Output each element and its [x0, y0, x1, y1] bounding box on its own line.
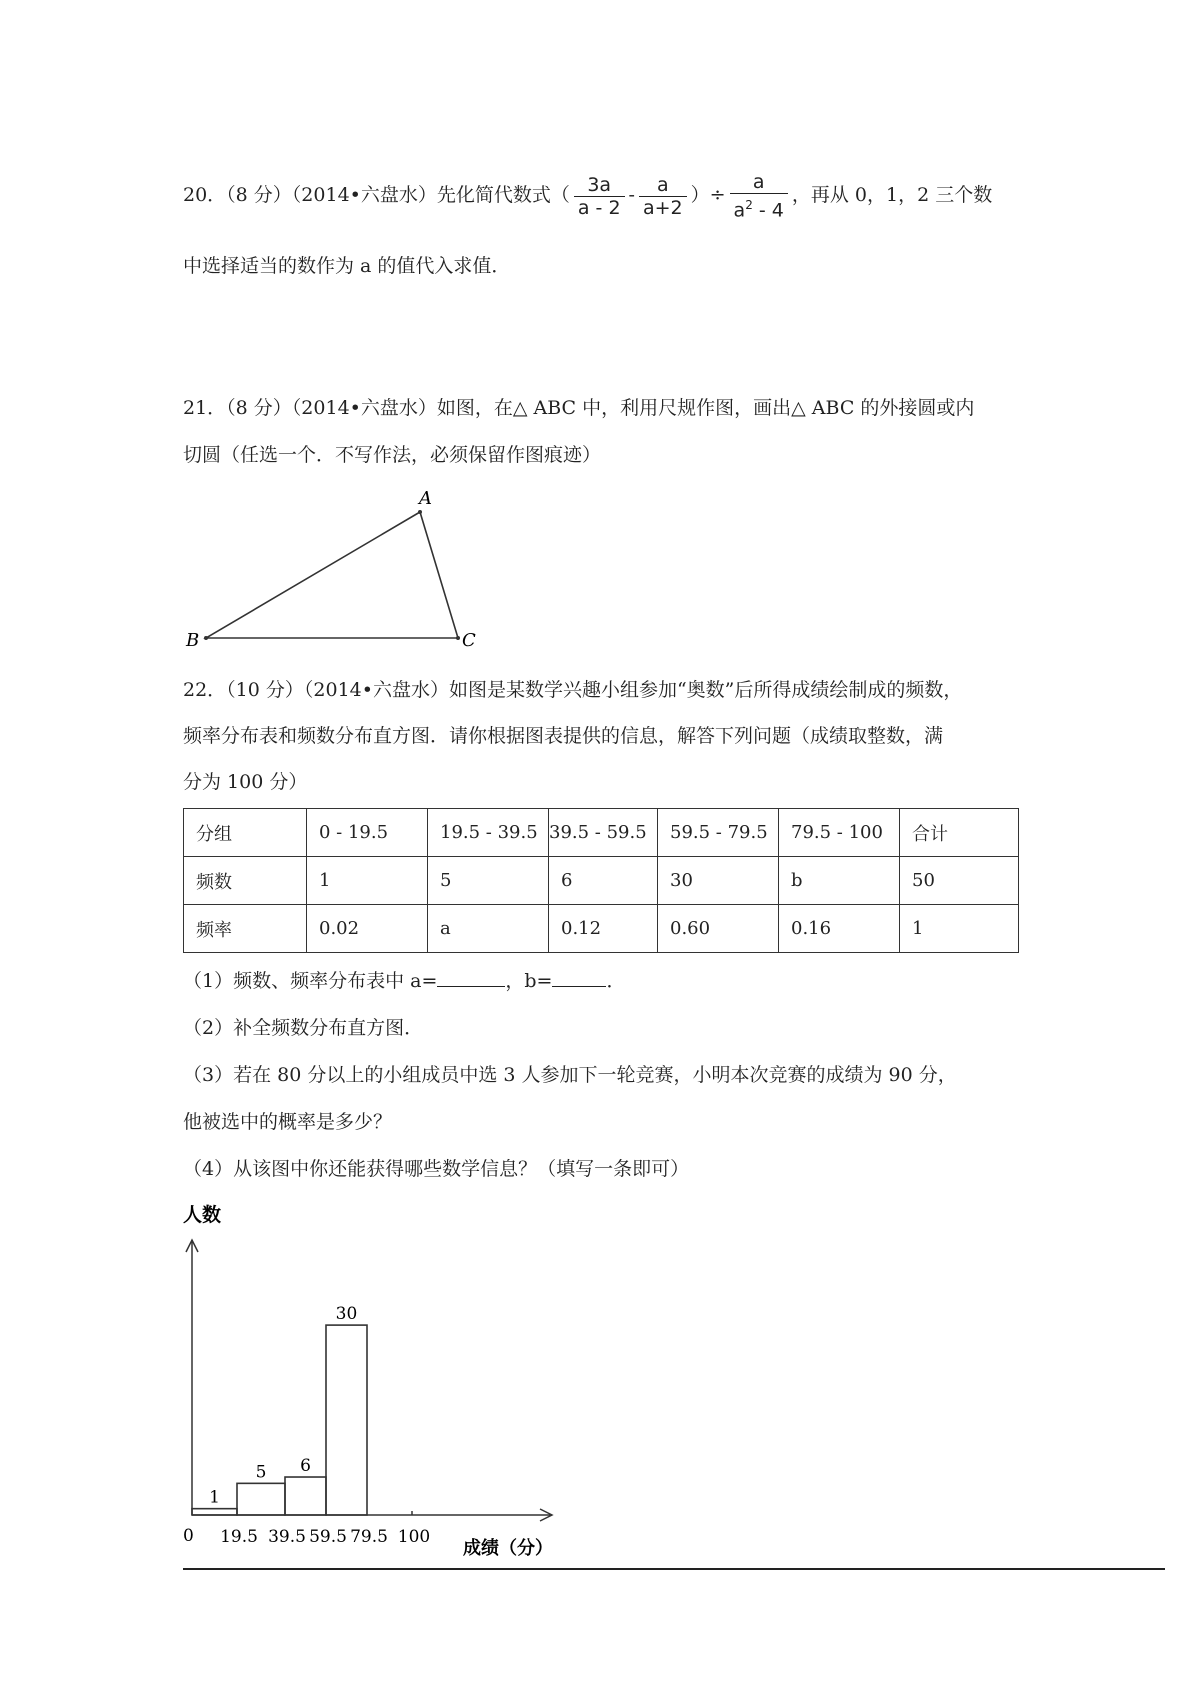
table-row-frequency — [184, 857, 1019, 905]
fraction-3a-over-a-minus-2: $\frac{3a}{a - 2}$ — [574, 174, 625, 219]
q20-suffix: ，再从 0，1，2 三个数 — [791, 184, 993, 206]
bar-value-label: 5 — [255, 1462, 267, 1483]
table-cell: 0.16 — [779, 905, 900, 953]
table-cell: a — [428, 905, 549, 953]
table-cell: 0.60 — [658, 905, 779, 953]
frequency-histogram — [175, 1195, 595, 1565]
footer-divider — [183, 1568, 1165, 1570]
divide-sign: ）÷ — [690, 184, 726, 206]
x-tick-label: 79.5 — [350, 1527, 388, 1547]
bar-value-label: 30 — [335, 1304, 358, 1325]
vertex-a — [418, 510, 422, 514]
fraction-a-over-a-plus-2: $\frac{a}{a+2}$ — [639, 174, 687, 219]
histogram-bar — [326, 1325, 367, 1515]
triangle-abc-figure — [180, 480, 500, 650]
table-row-rate — [184, 905, 1019, 953]
frequency-table — [183, 808, 1019, 953]
label-a: A — [419, 488, 432, 509]
table-cell: 5 — [428, 857, 549, 905]
x-axis-label: 成绩（分） — [463, 1538, 553, 1559]
bar-value-label: 1 — [209, 1487, 220, 1508]
answer-blank-b[interactable] — [552, 968, 606, 987]
label-c: C — [462, 630, 476, 650]
table-cell: 39.5 - 59.5 — [549, 809, 658, 857]
table-cell: b — [779, 857, 900, 905]
x-tick-label: 39.5 — [268, 1527, 306, 1547]
table-cell: 1 — [307, 857, 428, 905]
table-cell: 6 — [549, 857, 658, 905]
vertex-c — [456, 636, 460, 640]
table-cell: 0.12 — [549, 905, 658, 953]
y-axis-label: 人数 — [183, 1204, 222, 1226]
table-cell: 频数 — [184, 857, 307, 905]
table-cell: 频率 — [184, 905, 307, 953]
table-cell: 0.02 — [307, 905, 428, 953]
x-tick-label: 100 — [397, 1527, 431, 1547]
table-cell: 19.5 - 39.5 — [428, 809, 549, 857]
q20-line2: 中选择适当的数作为 a 的值代入求值． — [183, 255, 511, 277]
triangle-abc — [206, 512, 458, 638]
q22-line2: 频率分布表和频数分布直方图．请你根据图表提供的信息，解答下列问题（成绩取整数，满 — [183, 725, 944, 747]
origin-label: 0 — [183, 1526, 194, 1546]
q22-sub2: （2）补全频数分布直方图． — [183, 1017, 424, 1039]
table-cell: 50 — [900, 857, 1019, 905]
label-b: B — [186, 630, 200, 650]
minus-sign: - — [628, 184, 635, 206]
q22-sub1: （1）频数、频率分布表中 a= ，b= ． — [183, 970, 626, 992]
q22-sub3-line1: （3）若在 80 分以上的小组成员中选 3 人参加下一轮竞赛，小明本次竞赛的成绩为 90 分， — [183, 1064, 957, 1086]
bar-value-label: 6 — [300, 1456, 311, 1477]
table-cell: 分组 — [184, 809, 307, 857]
q21-line1: 21．（8 分）（2014•六盘水）如图，在△ ABC 中，利用尺规作图，画出△ ABC 的外接圆或内 — [183, 397, 975, 419]
table-cell: 59.5 - 79.5 — [658, 809, 779, 857]
histogram-axes — [186, 1240, 552, 1521]
table-cell: 30 — [658, 857, 779, 905]
answer-blank-a[interactable] — [437, 968, 505, 987]
table-cell: 79.5 - 100 — [779, 809, 900, 857]
histogram-bar — [192, 1509, 237, 1515]
q22-line3: 分为 100 分） — [183, 771, 308, 793]
table-cell: 合计 — [900, 809, 1019, 857]
histogram-bar — [237, 1483, 285, 1515]
table-row-groups — [184, 809, 1019, 857]
table-cell: 0 - 19.5 — [307, 809, 428, 857]
q22-line1: 22．（10 分）（2014•六盘水）如图是某数学兴趣小组参加“奥数”后所得成绩绘制成的频数， — [183, 679, 963, 701]
x-tick-label: 19.5 — [220, 1527, 258, 1547]
table-cell: 1 — [900, 905, 1019, 953]
q22-sub3-line2: 他被选中的概率是多少？ — [183, 1111, 393, 1133]
vertex-b — [204, 636, 208, 640]
q21-line2: 切圆（任选一个．不写作法，必须保留作图痕迹） — [183, 444, 602, 466]
q20-line1 — [183, 170, 992, 221]
q22-sub4: （4）从该图中你还能获得哪些数学信息？（填写一条即可） — [183, 1158, 690, 1180]
histogram-bar — [285, 1477, 326, 1515]
q20-prefix: 20．（8 分）（2014•六盘水）先化简代数式（ — [183, 184, 570, 206]
fraction-a-over-a-squared-minus-4: $\frac{a}{a^2 - 4}$ — [730, 171, 788, 221]
x-tick-label: 59.5 — [309, 1527, 347, 1547]
